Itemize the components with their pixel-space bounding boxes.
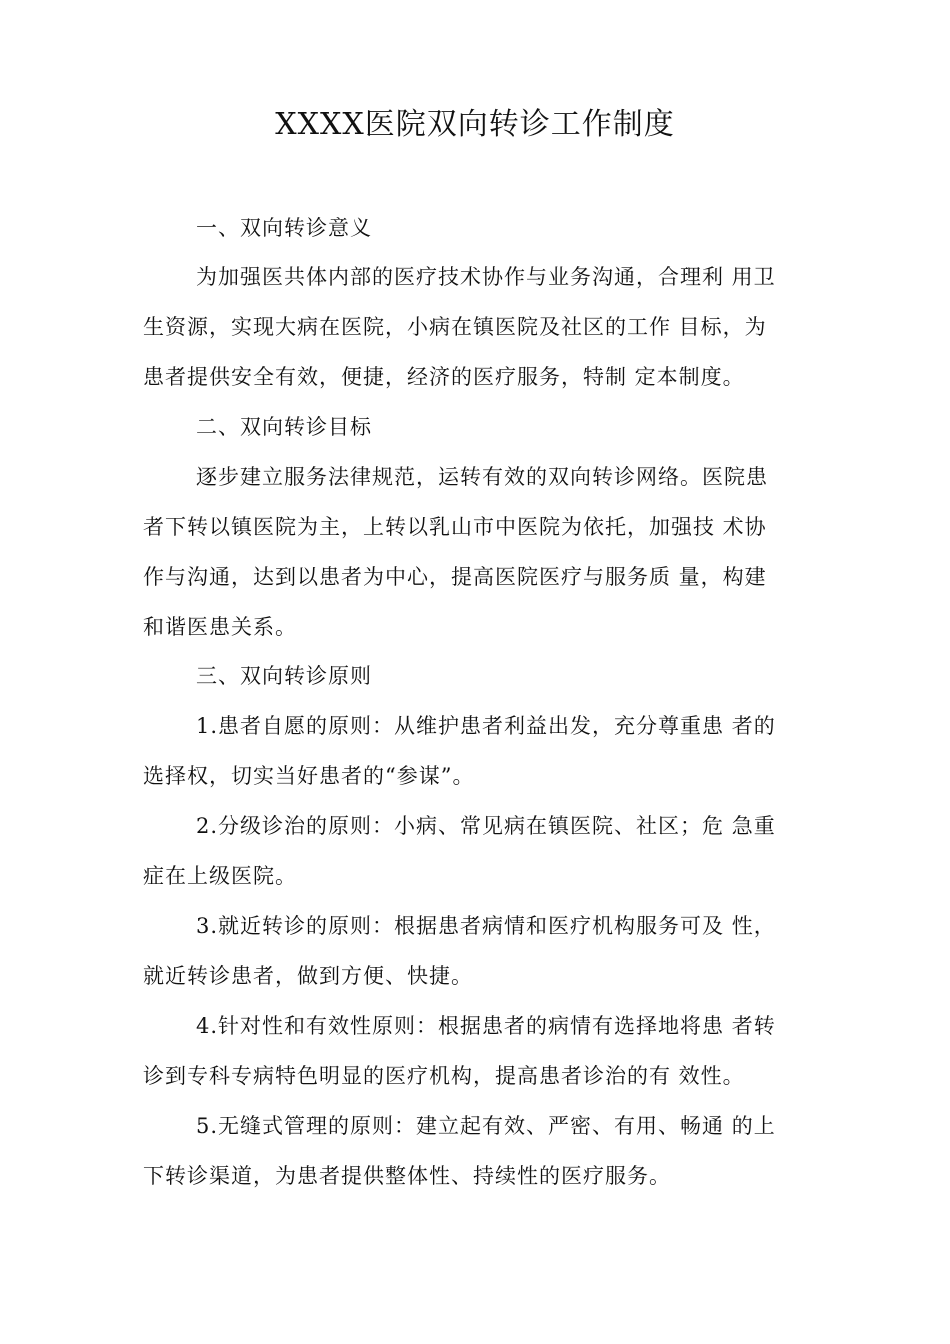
paragraph-line: 为加强医共体内部的医疗技术协作与业务沟通，合理利 用卫	[196, 265, 776, 289]
paragraph-line: 作与沟通，达到以患者为中心，提高医院医疗与服务质 量，构建	[143, 565, 767, 589]
paragraph-line: 下转诊渠道，为患者提供整体性、持续性的医疗服务。	[143, 1164, 671, 1188]
paragraph-line: 5.无缝式管理的原则：建立起有效、严密、有用、畅通 的上	[196, 1114, 776, 1138]
paragraph-line: 1.患者自愿的原则：从维护患者利益出发，充分尊重患 者的	[196, 714, 776, 738]
paragraph-line: 就近转诊患者，做到方便、快捷。	[143, 964, 473, 988]
paragraph-line: 逐步建立服务法律规范，运转有效的双向转诊网络。医院患	[196, 465, 768, 489]
paragraph-line: 4.针对性和有效性原则：根据患者的病情有选择地将患 者转	[196, 1014, 776, 1038]
paragraph-line: 选择权，切实当好患者的“参谋”。	[143, 764, 475, 788]
section-heading: 二、双向转诊目标	[196, 415, 372, 439]
paragraph-line: 和谐医患关系。	[143, 615, 297, 639]
paragraph-line: 3.就近转诊的原则：根据患者病情和医疗机构服务可及 性，	[196, 914, 776, 938]
paragraph-line: 症在上级医院。	[143, 864, 297, 888]
section-heading: 一、双向转诊意义	[196, 216, 372, 240]
paragraph-line: 生资源，实现大病在医院，小病在镇医院及社区的工作 目标，为	[143, 315, 767, 339]
paragraph-line: 者下转以镇医院为主，上转以乳山市中医院为依托，加强技 术协	[143, 515, 767, 539]
paragraph-line: 2.分级诊治的原则：小病、常见病在镇医院、社区；危 急重	[196, 814, 776, 838]
document-title: XXXX医院双向转诊工作制度	[275, 107, 675, 142]
section-heading: 三、双向转诊原则	[196, 664, 372, 688]
paragraph-line: 患者提供安全有效，便捷，经济的医疗服务，特制 定本制度。	[143, 365, 745, 389]
paragraph-line: 诊到专科专病特色明显的医疗机构，提高患者诊治的有 效性。	[143, 1064, 745, 1088]
